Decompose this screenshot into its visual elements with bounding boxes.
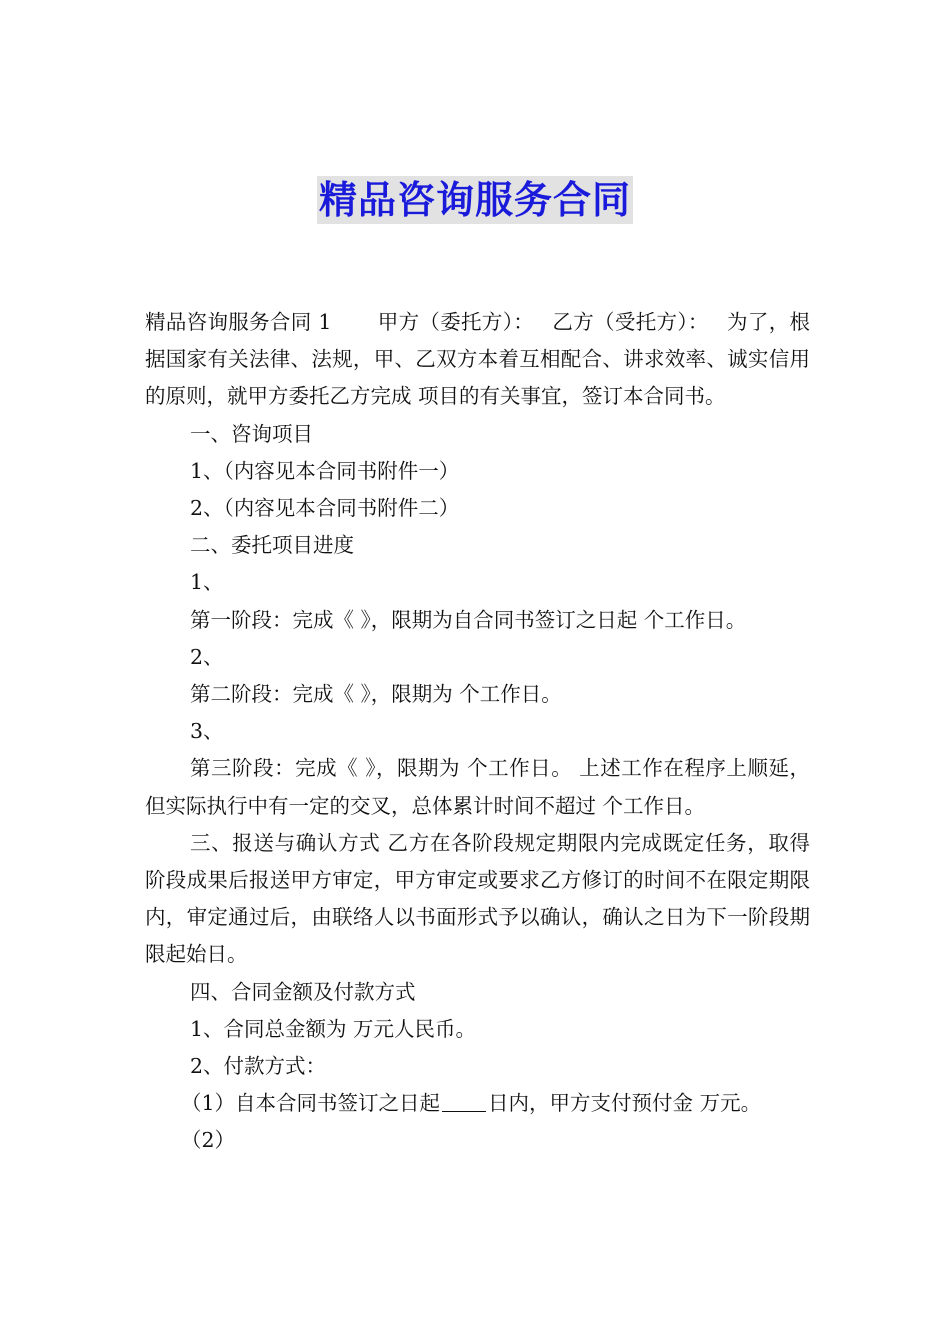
section-2-item-3-text: 第三阶段：完成《 》，限期为 个工作日。 上述工作在程序上顺延，但实际执行中有一定的交叉，总体累计时间不超过 个工作日。 xyxy=(145,756,810,818)
section-4-payment-2: （2） xyxy=(181,1128,236,1153)
party-b-label: 乙方（受托方）： xyxy=(552,310,709,334)
section-4-item-1: 1、合同总金额为 万元人民币。 xyxy=(190,1016,477,1041)
section-1-item-1: 1、（内容见本合同书附件一） xyxy=(190,458,460,483)
section-2-item-1-text: 第一阶段：完成《 》，限期为自合同书签订之日起 个工作日。 xyxy=(190,607,747,632)
payment-1-prefix: （1）自本合同书签订之日起 xyxy=(181,1091,441,1116)
section-2-item-3-number: 3、 xyxy=(190,719,224,744)
section-2-item-1-number: 1、 xyxy=(190,570,224,595)
section-2-item-2-text: 第二阶段：完成《 》，限期为 个工作日。 xyxy=(190,682,562,707)
section-2-heading: 二、委托项目进度 xyxy=(190,533,354,558)
section-2-item-2-number: 2、 xyxy=(190,644,224,669)
section-1-item-2: 2、（内容见本合同书附件二） xyxy=(190,496,460,521)
section-1-heading: 一、咨询项目 xyxy=(190,421,313,446)
intro-text: 为了，根据国家有关法律、法规，甲、乙双方本着互相配合、讲求效率、诚实信用的原则，就甲方委托乙方完成 项目的有关事宜，签订本合同书。 xyxy=(145,310,811,409)
section-4-payment-1 xyxy=(145,1085,810,1122)
intro-paragraph xyxy=(145,304,810,416)
intro-heading: 精品咨询服务合同 1 xyxy=(145,310,332,334)
section-4-item-2: 2、付款方式： xyxy=(190,1054,327,1079)
document-body xyxy=(145,304,810,1160)
document-title: 精品咨询服务合同 xyxy=(318,178,631,222)
payment-1-suffix: 日内，甲方支付预付金 万元。 xyxy=(488,1091,762,1116)
title-wrap xyxy=(0,176,950,224)
section-4-heading: 四、合同金额及付款方式 xyxy=(190,979,416,1004)
section-3-paragraph: 三、报送与确认方式 乙方在各阶段规定期限内完成既定任务，取得阶段成果后报送甲方审定，甲方审定或要求乙方修订的时间不在限定期限内，审定通过后，由联络人以书面形式予以确认，确认之日为下一阶段期限起始日。 xyxy=(145,830,810,967)
party-a-label: 甲方（委托方）： xyxy=(377,310,535,334)
blank-line xyxy=(442,1089,486,1112)
